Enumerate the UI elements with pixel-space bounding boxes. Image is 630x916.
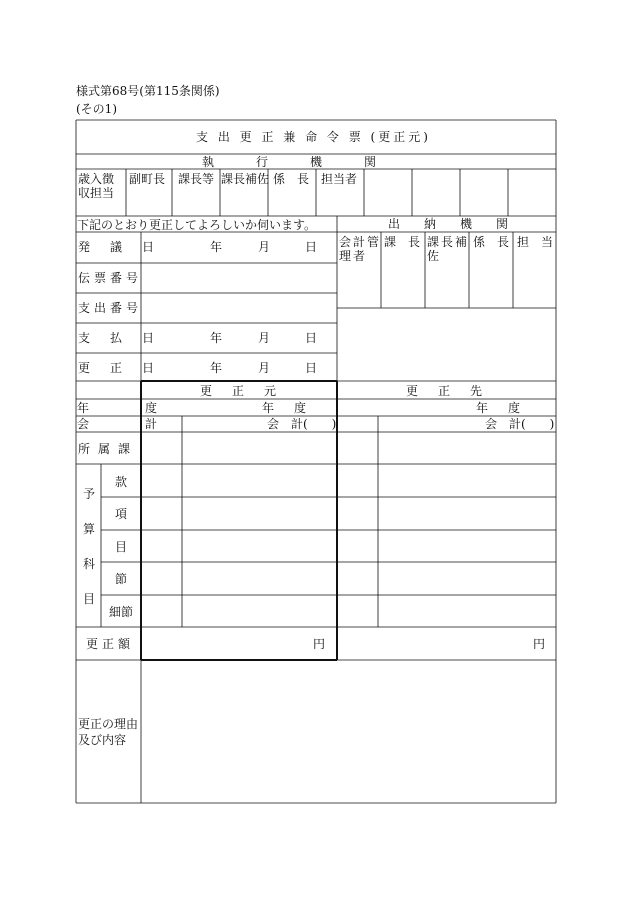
field-voucher-number: 伝票番号: [78, 271, 143, 285]
approver-4: 係 長: [273, 172, 310, 186]
accounting-header: 出 納 機 関: [388, 217, 515, 231]
form-title: 支 出 更 正 兼 命 令 票 (更正元): [196, 130, 431, 144]
acc-approver-1: 課 長: [384, 235, 421, 249]
fiscal-year-dest: 年 度: [476, 401, 525, 415]
field-decision-date: 発 議 日: [78, 240, 159, 254]
approver-3: 課長補佐: [221, 172, 270, 186]
date-month: 月: [258, 331, 271, 345]
execution-header: 執 行 機 関: [202, 155, 383, 169]
budget-item-0: 款: [115, 475, 128, 489]
date-year: 年: [210, 240, 223, 254]
dest-header: 更 正 先: [406, 384, 487, 398]
field-expenditure-number: 支出番号: [78, 301, 143, 315]
budget-label-2: 科: [83, 557, 96, 571]
account-dest: 会 計( ): [485, 417, 555, 431]
date-year: 年: [210, 361, 223, 375]
acc-approver-3: 係 長: [473, 235, 510, 249]
approver-0: 歳入徴収担当: [78, 172, 115, 200]
fiscal-year-source: 年 度: [262, 401, 311, 415]
approver-5: 担当者: [321, 172, 358, 186]
currency-source: 円: [313, 637, 326, 651]
budget-label-3: 目: [83, 592, 96, 606]
fiscal-year-label: 年 度: [77, 401, 180, 415]
account-label: 会 計: [77, 417, 180, 431]
acc-approver-0: 会計管理者: [339, 235, 382, 263]
acc-approver-4: 担 当: [517, 235, 554, 249]
budget-item-4: 細節: [109, 605, 134, 619]
date-year: 年: [210, 331, 223, 345]
currency-dest: 円: [533, 637, 546, 651]
budget-label-1: 算: [83, 522, 96, 536]
approver-1: 副町長: [129, 172, 166, 186]
acc-approver-2: 課長補佐: [427, 235, 470, 263]
request-text: 下記のとおり更正してよろしいか伺います。: [77, 218, 317, 232]
date-month: 月: [258, 361, 271, 375]
date-month: 月: [258, 240, 271, 254]
form-number: 様式第68号(第115条関係): [76, 84, 220, 98]
date-day: 日: [305, 240, 318, 254]
budget-label-0: 予: [83, 487, 96, 501]
date-day: 日: [305, 331, 318, 345]
account-source: 会 計( ): [267, 417, 337, 431]
budget-item-1: 項: [115, 507, 128, 521]
budget-item-2: 目: [115, 540, 128, 554]
reason-label: 更正の理由及び内容: [78, 717, 139, 747]
source-header: 更 正 元: [200, 384, 281, 398]
amount-label: 更正額: [86, 637, 135, 651]
approver-2: 課長等: [178, 172, 215, 186]
date-day: 日: [305, 361, 318, 375]
department-label: 所属課: [78, 442, 139, 456]
form-part: (その1): [76, 102, 117, 116]
field-payment-date: 支 払 日: [78, 331, 159, 345]
budget-item-3: 節: [115, 572, 128, 586]
field-correction-date: 更 正 日: [78, 361, 159, 375]
